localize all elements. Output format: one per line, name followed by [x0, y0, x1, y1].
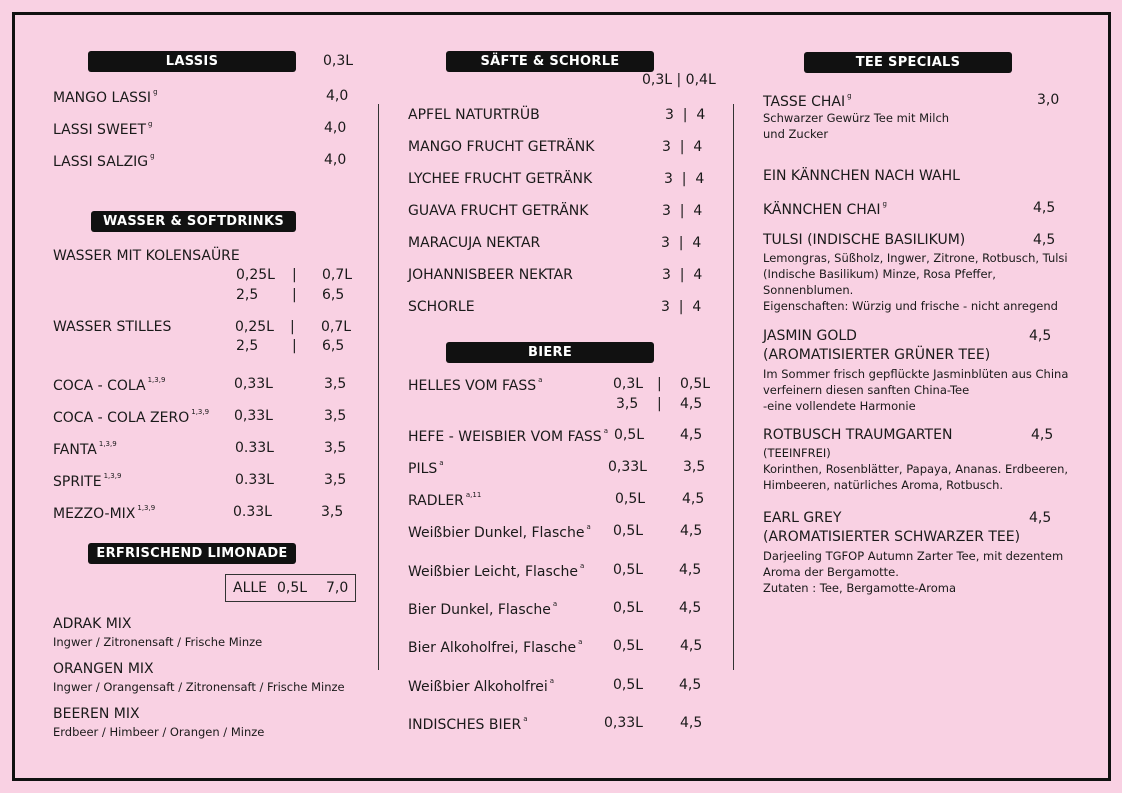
item-price: 3,5	[324, 472, 347, 488]
menu-item: LASSI SWEET $^g$	[53, 120, 153, 138]
menu-item: ROTBUSCH TRAUMGARTEN	[763, 427, 953, 443]
menu-item: ADRAK MIX	[53, 616, 132, 632]
item-size: 0,25L	[235, 319, 274, 335]
item-price: 4,5	[680, 715, 703, 731]
menu-item: ORANGEN MIX	[53, 661, 154, 677]
menu-item: RADLER $^{a,11}$	[408, 491, 482, 509]
item-size: 0,5L	[680, 376, 711, 392]
menu-item: MEZZO-MIX $^{1,3,9}$	[53, 504, 156, 522]
item-price: 3,5	[324, 440, 347, 456]
item-price: 3 | 4	[662, 139, 703, 155]
item-price: 3,5	[321, 504, 344, 520]
item-description: und Zucker	[763, 127, 829, 141]
menu-item: GUAVA FRUCHT GETRÄNK	[408, 203, 589, 219]
separator: |	[657, 396, 662, 412]
menu-item: COCA - COLA ZERO $^{1,3,9}$	[53, 408, 210, 426]
item-price: 2,5	[236, 338, 259, 354]
menu-item: Weißbier Leicht, Flasche $^a$	[408, 562, 585, 580]
menu-item: EARL GREY	[763, 510, 842, 526]
menu-item: TASSE CHAI $^g$	[763, 92, 852, 110]
item-description: verfeinern diesen sanften China-Tee	[763, 383, 970, 397]
item-description: (Indische Basilikum) Minze, Rosa Pfeffer,	[763, 267, 996, 281]
item-price: 6,5	[322, 287, 345, 303]
item-price: 4,0	[324, 152, 347, 168]
menu-item: INDISCHES BIER $^a$	[408, 715, 528, 733]
item-price: 4,5	[679, 562, 702, 578]
menu-item: WASSER MIT KOLENSAÜRE	[53, 248, 240, 264]
item-size: 0,5L	[614, 427, 645, 443]
menu-item: KÄNNCHEN CHAI $^g$	[763, 200, 887, 218]
menu-item: MANGO FRUCHT GETRÄNK	[408, 139, 595, 155]
menu-item: WASSER STILLES	[53, 319, 172, 335]
item-description: Schwarzer Gewürz Tee mit Milch	[763, 111, 950, 125]
item-description: Aroma der Bergamotte.	[763, 565, 899, 579]
item-price: 3 | 4	[662, 267, 703, 283]
separator: |	[292, 338, 297, 354]
item-price: 6,5	[322, 338, 345, 354]
item-description: Ingwer / Orangensaft / Zitronensaft / Frische Minze	[53, 680, 345, 694]
limonade-price-box: ALLE 0,5L 7,0	[225, 574, 356, 602]
section-header-limonade: ERFRISCHEND LIMONADE	[88, 543, 296, 564]
column-divider	[378, 104, 379, 670]
item-description: Im Sommer frisch gepflückte Jasminblüten aus China	[763, 367, 1069, 381]
item-size: 0.33L	[233, 504, 272, 520]
item-size: 0,5L	[613, 600, 644, 616]
menu-item: JOHANNISBEER NEKTAR	[408, 267, 573, 283]
item-description: Himbeeren, natürliches Aroma, Rotbusch.	[763, 478, 1004, 492]
section-header-saefte: SÄFTE & SCHORLE	[446, 51, 654, 72]
item-price: 3 | 4	[665, 107, 706, 123]
item-price: 4,5	[680, 523, 703, 539]
item-size: 0,33L	[234, 408, 273, 424]
menu-item: JASMIN GOLD	[763, 328, 857, 344]
item-price: 4,5	[682, 491, 705, 507]
menu-item: HEFE - WEISBIER VOM FASS $^a$	[408, 427, 608, 445]
item-size: 0,7L	[321, 319, 352, 335]
item-price: 3 | 4	[661, 235, 702, 251]
item-size: 0,5L	[613, 677, 644, 693]
item-size: 0,33L	[234, 376, 273, 392]
menu-item: HELLES VOM FASS $^a$	[408, 376, 543, 394]
item-size: 0,3L	[613, 376, 644, 392]
menu-item: MANGO LASSI $^g$	[53, 88, 158, 106]
item-description: (TEEINFREI)	[763, 446, 831, 460]
menu-item: Weißbier Dunkel, Flasche $^a$	[408, 523, 591, 541]
item-size: 0,25L	[236, 267, 275, 283]
item-description: Sonnenblumen.	[763, 283, 854, 297]
item-price: 4,5	[1029, 510, 1052, 526]
section-header-tee: TEE SPECIALS	[804, 52, 1012, 73]
menu-item: TULSI (INDISCHE BASILIKUM)	[763, 232, 966, 248]
section-header-lassis: LASSIS	[88, 51, 296, 72]
menu-item: EIN KÄNNCHEN NACH WAHL	[763, 168, 960, 184]
item-price: 4,5	[1033, 232, 1056, 248]
item-description: Darjeeling TGFOP Autumn Zarter Tee, mit dezentem	[763, 549, 1064, 563]
item-price: 3 | 4	[662, 203, 703, 219]
item-size: 0.33L	[235, 440, 274, 456]
menu-item: Bier Dunkel, Flasche $^a$	[408, 600, 558, 618]
menu-item: APFEL NATURTRÜB	[408, 107, 540, 123]
item-size: 0,5L	[613, 638, 644, 654]
item-description: Eigenschaften: Würzig und frische - nicht anregend	[763, 299, 1058, 313]
menu-item-subtitle: (AROMATISIERTER SCHWARZER TEE)	[763, 529, 1021, 545]
item-description: Korinthen, Rosenblätter, Papaya, Ananas. Erdbeeren,	[763, 462, 1069, 476]
item-description: Zutaten : Tee, Bergamotte-Aroma	[763, 581, 957, 595]
menu-item: LYCHEE FRUCHT GETRÄNK	[408, 171, 593, 187]
item-price: 4,0	[324, 120, 347, 136]
item-description: Erdbeer / Himbeer / Orangen / Minze	[53, 725, 265, 739]
menu-item: Weißbier Alkoholfrei $^a$	[408, 677, 555, 695]
item-price: 3,5	[324, 408, 347, 424]
item-size: 0,5L	[613, 562, 644, 578]
menu-item: BEEREN MIX	[53, 706, 140, 722]
item-size: 0,5L	[615, 491, 646, 507]
saefte-sizes: 0,3L | 0,4L	[642, 72, 716, 88]
menu-item: PILS $^a$	[408, 459, 444, 477]
item-size: 0,5L	[613, 523, 644, 539]
item-price: 3,5	[324, 376, 347, 392]
separator: |	[292, 287, 297, 303]
item-size: 0,33L	[604, 715, 643, 731]
item-price: 4,5	[679, 600, 702, 616]
item-price: 3,5	[616, 396, 639, 412]
item-price: 4,5	[680, 396, 703, 412]
section-header-biere: BIERE	[446, 342, 654, 363]
separator: |	[292, 267, 297, 283]
item-description: -eine vollendete Harmonie	[763, 399, 916, 413]
menu-item: COCA - COLA $^{1,3,9}$	[53, 376, 166, 394]
item-price: 4,5	[1031, 427, 1054, 443]
separator: |	[657, 376, 662, 392]
item-price: 3,0	[1037, 92, 1060, 108]
separator: |	[290, 319, 295, 335]
menu-item: FANTA $^{1,3,9}$	[53, 440, 117, 458]
item-size: 0.33L	[235, 472, 274, 488]
item-price: 4,5	[679, 677, 702, 693]
item-price: 4,5	[1033, 200, 1056, 216]
item-price: 4,0	[326, 88, 349, 104]
item-price: 4,5	[680, 427, 703, 443]
menu-item: Bier Alkoholfrei, Flasche $^a$	[408, 638, 583, 656]
item-size: 0,7L	[322, 267, 353, 283]
item-price: 3 | 4	[661, 299, 702, 315]
item-price: 3 | 4	[664, 171, 705, 187]
lassis-size: 0,3L	[323, 53, 354, 69]
menu-item: MARACUJA NEKTAR	[408, 235, 541, 251]
item-price: 4,5	[1029, 328, 1052, 344]
menu-item: SPRITE $^{1,3,9}$	[53, 472, 122, 490]
item-description: Ingwer / Zitronensaft / Frische Minze	[53, 635, 263, 649]
item-price: 2,5	[236, 287, 259, 303]
menu-item: SCHORLE	[408, 299, 475, 315]
item-price: 3,5	[683, 459, 706, 475]
section-header-wasser: WASSER & SOFTDRINKS	[91, 211, 296, 232]
column-divider	[733, 104, 734, 670]
menu-item-subtitle: (AROMATISIERTER GRÜNER TEE)	[763, 347, 991, 363]
menu-item: LASSI SALZIG $^g$	[53, 152, 155, 170]
item-size: 0,33L	[608, 459, 647, 475]
item-price: 4,5	[680, 638, 703, 654]
item-description: Lemongras, Süßholz, Ingwer, Zitrone, Rotbusch, Tulsi	[763, 251, 1068, 265]
